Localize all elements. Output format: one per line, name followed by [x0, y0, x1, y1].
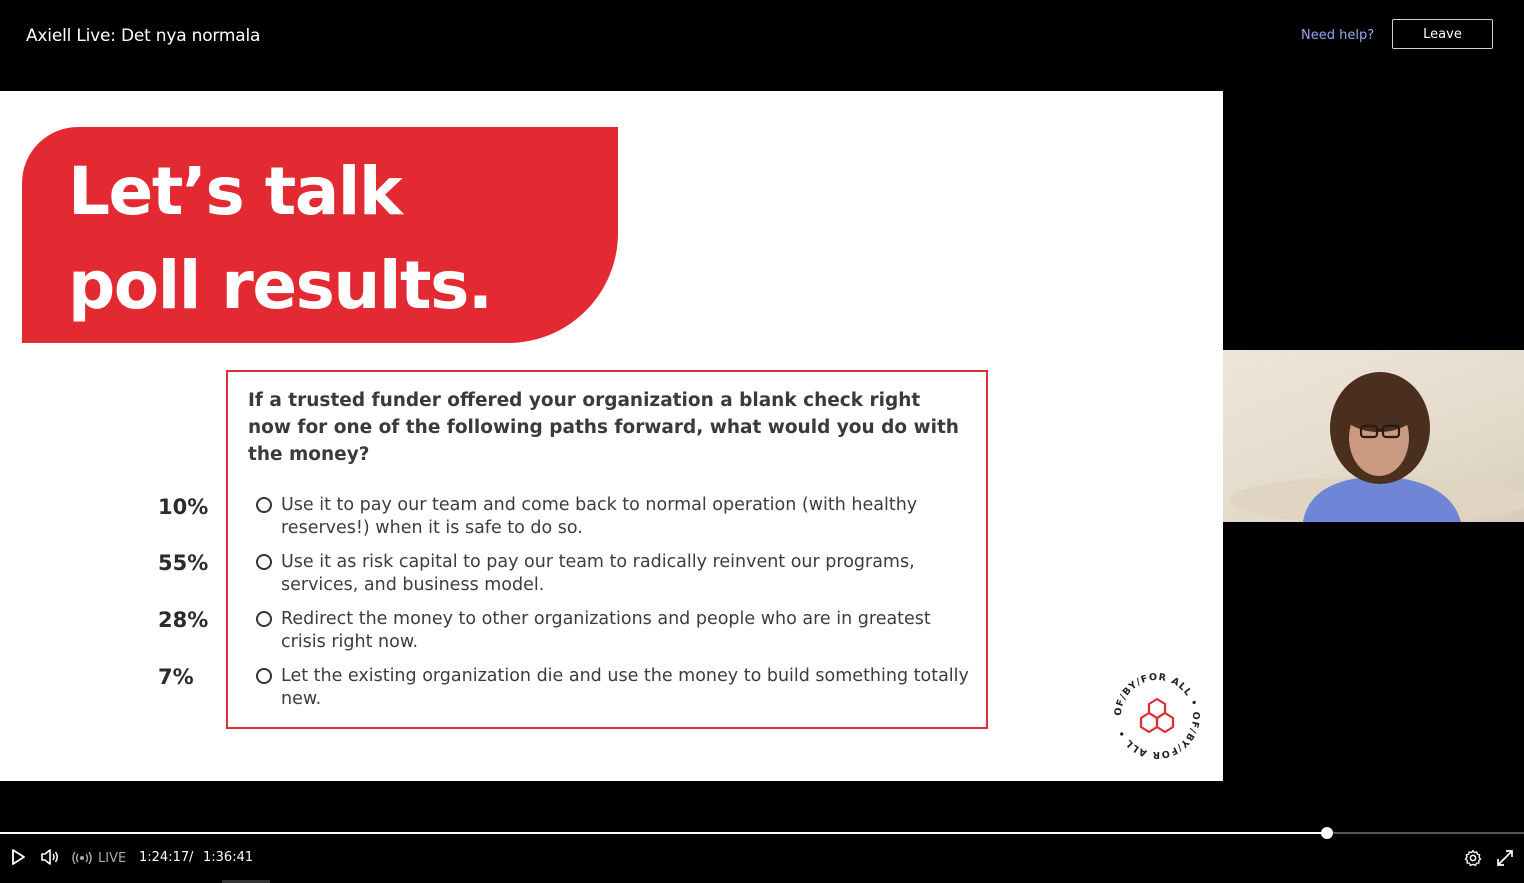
- speaker-webcam-video: [1223, 350, 1524, 522]
- live-broadcast-icon: [72, 851, 92, 865]
- slide-headline: [68, 145, 628, 333]
- speaker-silhouette: [1223, 350, 1524, 522]
- need-help-link[interactable]: Need help?: [1301, 28, 1375, 43]
- headline-line-2: poll results.: [68, 247, 492, 324]
- radio-button[interactable]: [256, 497, 272, 513]
- poll-option-text: Use it as risk capital to pay our team to radically reinvent our programs, services, and business model.: [281, 552, 915, 595]
- poll-percent-1: 10%: [158, 495, 209, 519]
- radio-button[interactable]: [256, 611, 272, 627]
- poll-percent-3: 28%: [158, 608, 209, 632]
- gear-icon[interactable]: [1464, 849, 1482, 867]
- presentation-slide: [0, 91, 1223, 781]
- volume-icon[interactable]: [40, 848, 60, 866]
- of-by-for-all-logo: [1112, 671, 1202, 761]
- progress-scrubber-handle[interactable]: [1321, 827, 1333, 839]
- live-label[interactable]: LIVE: [98, 851, 127, 866]
- top-bar: [0, 0, 1524, 72]
- poll-percent-2: 55%: [158, 551, 209, 575]
- poll-option-3: [256, 608, 971, 658]
- poll-option-text: Use it to pay our team and come back to normal operation (with healthy reserves!) when it is safe to do so.: [281, 495, 918, 538]
- leave-button[interactable]: Leave: [1392, 19, 1493, 49]
- poll-option-text: Let the existing organization die and use the money to build something totally new.: [281, 666, 969, 709]
- event-title: Axiell Live: Det nya normala: [26, 26, 261, 46]
- playback-progress-bar[interactable]: [0, 832, 1524, 834]
- svg-text:OF/BY/FOR ALL • OF/BY/FOR ALL: OF/BY/FOR ALL • OF/BY/FOR ALL •: [1112, 671, 1202, 761]
- poll-question-box: [226, 370, 988, 729]
- progress-fill: [0, 832, 1327, 834]
- play-icon[interactable]: [10, 848, 26, 866]
- player-controls: [0, 842, 1524, 874]
- current-time: 1:24:17: [139, 850, 190, 865]
- poll-percent-4: 7%: [158, 665, 194, 689]
- total-time: 1:36:41: [203, 850, 254, 865]
- poll-question: If a trusted funder offered your organization a blank check right now for one of the following paths forward, what would you do with the money?: [248, 390, 959, 465]
- headline-line-1: Let’s talk: [68, 153, 402, 230]
- poll-option-2: [256, 551, 971, 601]
- poll-option-text: Redirect the money to other organizations and people who are in greatest crisis right now.: [281, 609, 931, 652]
- poll-option-1: [256, 494, 971, 544]
- fullscreen-icon[interactable]: [1496, 849, 1514, 867]
- poll-option-4: [256, 665, 971, 715]
- radio-button[interactable]: [256, 554, 272, 570]
- radio-button[interactable]: [256, 668, 272, 684]
- time-separator: /: [189, 850, 194, 865]
